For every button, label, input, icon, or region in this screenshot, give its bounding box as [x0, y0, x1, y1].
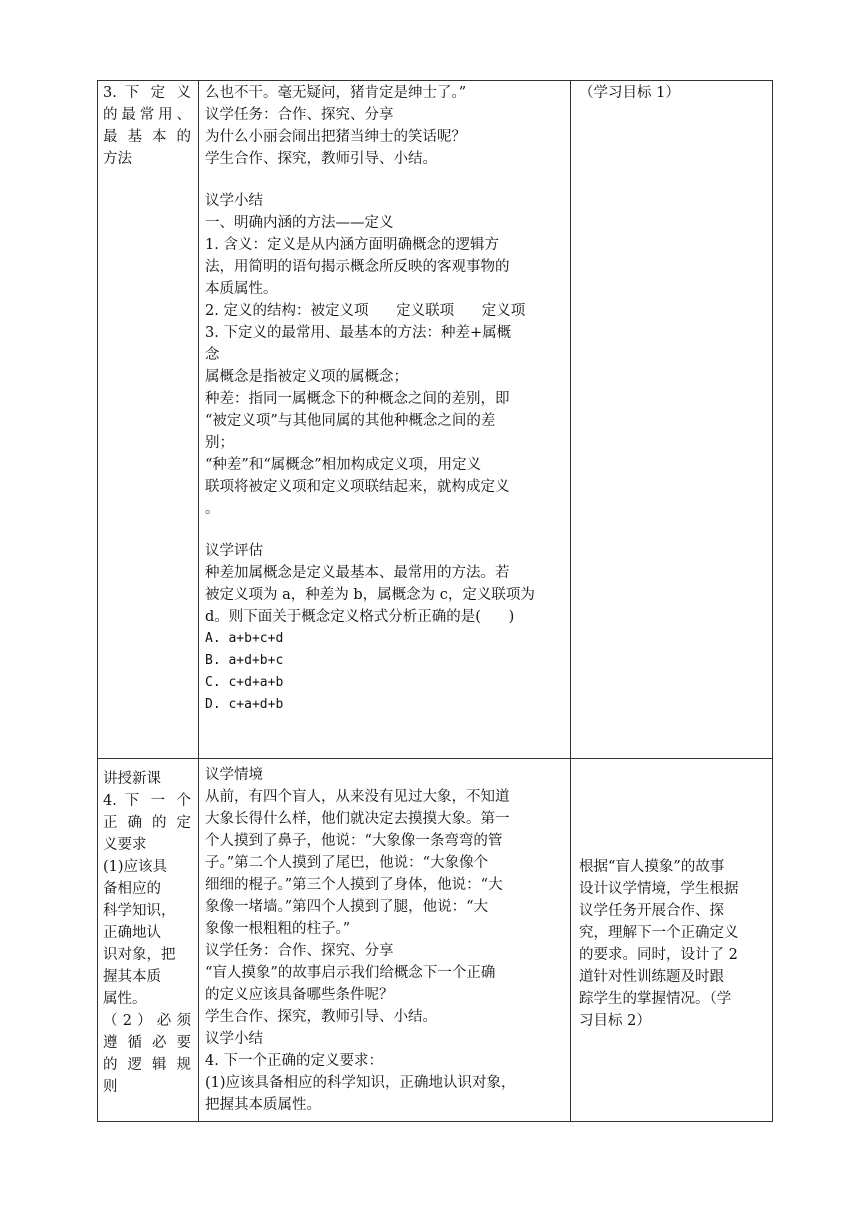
content-line: 本质属性。 — [205, 281, 278, 297]
content-line: 象像一堵墙。”第四个人摸到了腿，他说：“大 — [205, 899, 489, 915]
row2-topic-line: 识对象，把 — [103, 947, 176, 963]
content-line: 念 — [205, 347, 220, 363]
answer-option-d: D. c+a+d+b — [205, 697, 284, 712]
content-line: 。 — [205, 501, 220, 517]
content-line: 1. 含义：定义是从内涵方面明确概念的逻辑方 — [205, 237, 499, 253]
content-line: 3. 下定义的最常用、最基本的方法：种差+属概 — [205, 325, 512, 341]
row1-topic-line: 最 基 本 的 — [103, 129, 191, 145]
content-line: 从前，有四个盲人，从来没有见过大象，不知道 — [205, 789, 510, 805]
content-line: 一、明确内涵的方法——定义 — [205, 215, 394, 231]
design-note-line: 道针对性训练题及时跟 — [579, 969, 724, 985]
content-line: 联项将被定义项和定义项联结起来，就构成定义 — [205, 479, 510, 495]
row2-topic-line: 正确地认 — [103, 925, 161, 941]
content-line: 法，用简明的语句揭示概念所反映的客观事物的 — [205, 259, 510, 275]
row2-topic-line: (1)应该具 — [103, 859, 168, 875]
row1-content-cell — [205, 82, 569, 716]
row2-content-cell — [205, 764, 569, 1116]
content-line: “种差”和“属概念”相加构成定义项，用定义 — [205, 457, 482, 473]
content-line: 细细的棍子。”第三个人摸到了身体，他说：“大 — [205, 877, 503, 893]
row2-topic-line: 属性。 — [103, 991, 147, 1007]
section-heading: 议学评估 — [205, 543, 263, 559]
blank-line — [205, 170, 569, 190]
row2-topic-line: 握其本质 — [103, 969, 161, 985]
content-line: 个人摸到了鼻子，他说：“大象像一条弯弯的管 — [205, 833, 503, 849]
content-line: 为什么小丽会闹出把猪当绅士的笑话呢？ — [205, 129, 466, 145]
section-heading: 议学情境 — [205, 767, 263, 783]
content-line: 的定义应该具备哪些条件呢？ — [205, 987, 394, 1003]
design-note-line: 究，理解下一个正确定义 — [579, 925, 739, 941]
design-note-line: 踪学生的掌握情况。（学 — [579, 991, 732, 1007]
row2-topic-cell — [103, 768, 191, 1098]
row1-topic-line: 方法 — [103, 151, 132, 167]
column-divider-1 — [198, 80, 199, 1122]
content-line: 大象长得什么样，他们就决定去摸摸大象。第一 — [205, 811, 510, 827]
content-line: 议学任务：合作、探究、分享 — [205, 107, 394, 123]
content-line: 被定义项为 a，种差为 b，属概念为 c，定义联项为 — [205, 587, 535, 603]
content-line: 象像一根粗粗的柱子。” — [205, 921, 351, 937]
column-divider-2 — [570, 80, 571, 1122]
row1-topic-line: 的最常用、 — [103, 107, 191, 123]
row1-topic-cell — [103, 82, 191, 170]
design-note-line: 设计议学情境，学生根据 — [579, 881, 739, 897]
content-line: 把握其本质属性。 — [205, 1097, 321, 1113]
design-note-line: 习目标 2） — [579, 1013, 651, 1029]
content-line: “被定义项”与其他同属的其他种概念之间的差 — [205, 413, 496, 429]
content-line: 么也不干。毫无疑问，猪肯定是绅士了。” — [205, 85, 467, 101]
content-line: 学生合作、探究，教师引导、小结。 — [205, 151, 437, 167]
blank-line — [205, 520, 569, 540]
table-border-left — [97, 80, 98, 1122]
content-line: 种差：指同一属概念下的种概念之间的差别，即 — [205, 391, 510, 407]
row2-topic-line: 讲授新课 — [103, 771, 161, 787]
content-line: 子。”第二个人摸到了尾巴，他说：“大象像个 — [205, 855, 489, 871]
content-line: “盲人摸象”的故事启示我们给概念下一个正确 — [205, 965, 496, 981]
learning-goal-note: （学习目标 1） — [579, 85, 680, 101]
answer-option-c: C. c+d+a+b — [205, 675, 284, 690]
design-note-line: 的要求。同时，设计了 2 — [579, 947, 738, 963]
design-note-line: 议学任务开展合作、探 — [579, 903, 724, 919]
row2-topic-line: 的 逻 辑 规 — [103, 1057, 191, 1073]
content-line: 别； — [205, 435, 234, 451]
lesson-table — [97, 80, 773, 1122]
content-line: 种差加属概念是定义最基本、最常用的方法。若 — [205, 565, 510, 581]
row2-note-cell — [579, 856, 767, 1032]
row1-topic-line: 3. 下 定 义 — [103, 85, 191, 101]
answer-option-b: B. a+d+b+c — [205, 653, 284, 668]
row2-topic-line: 4. 下 一 个 — [103, 793, 191, 809]
content-line: 学生合作、探究，教师引导、小结。 — [205, 1009, 437, 1025]
content-line: 4. 下一个正确的定义要求： — [205, 1053, 383, 1069]
section-heading: 议学小结 — [205, 193, 263, 209]
content-line: 2. 定义的结构：被定义项 定义联项 定义项 — [205, 303, 526, 319]
content-line: 属概念是指被定义项的属概念； — [205, 369, 408, 385]
design-note-line: 根据“盲人摸象”的故事 — [579, 859, 725, 875]
row2-topic-line: 义要求 — [103, 837, 147, 853]
answer-option-a: A. a+b+c+d — [205, 631, 284, 646]
row2-topic-line: 备相应的 — [103, 881, 161, 897]
content-line: 议学任务：合作、探究、分享 — [205, 943, 394, 959]
content-line: d。则下面关于概念定义格式分析正确的是( ) — [205, 609, 515, 625]
row2-topic-line: 正 确 的 定 — [103, 815, 191, 831]
row2-topic-line: 遵 循 必 要 — [103, 1035, 191, 1051]
section-heading: 议学小结 — [205, 1031, 263, 1047]
row2-topic-line: （2）必须 — [103, 1013, 191, 1029]
row2-topic-line: 科学知识， — [103, 903, 176, 919]
row2-topic-line: 则 — [103, 1079, 118, 1095]
content-line: (1)应该具备相应的科学知识，正确地认识对象， — [205, 1075, 516, 1091]
row1-note-cell — [579, 82, 767, 104]
table-border-right — [772, 80, 773, 1122]
